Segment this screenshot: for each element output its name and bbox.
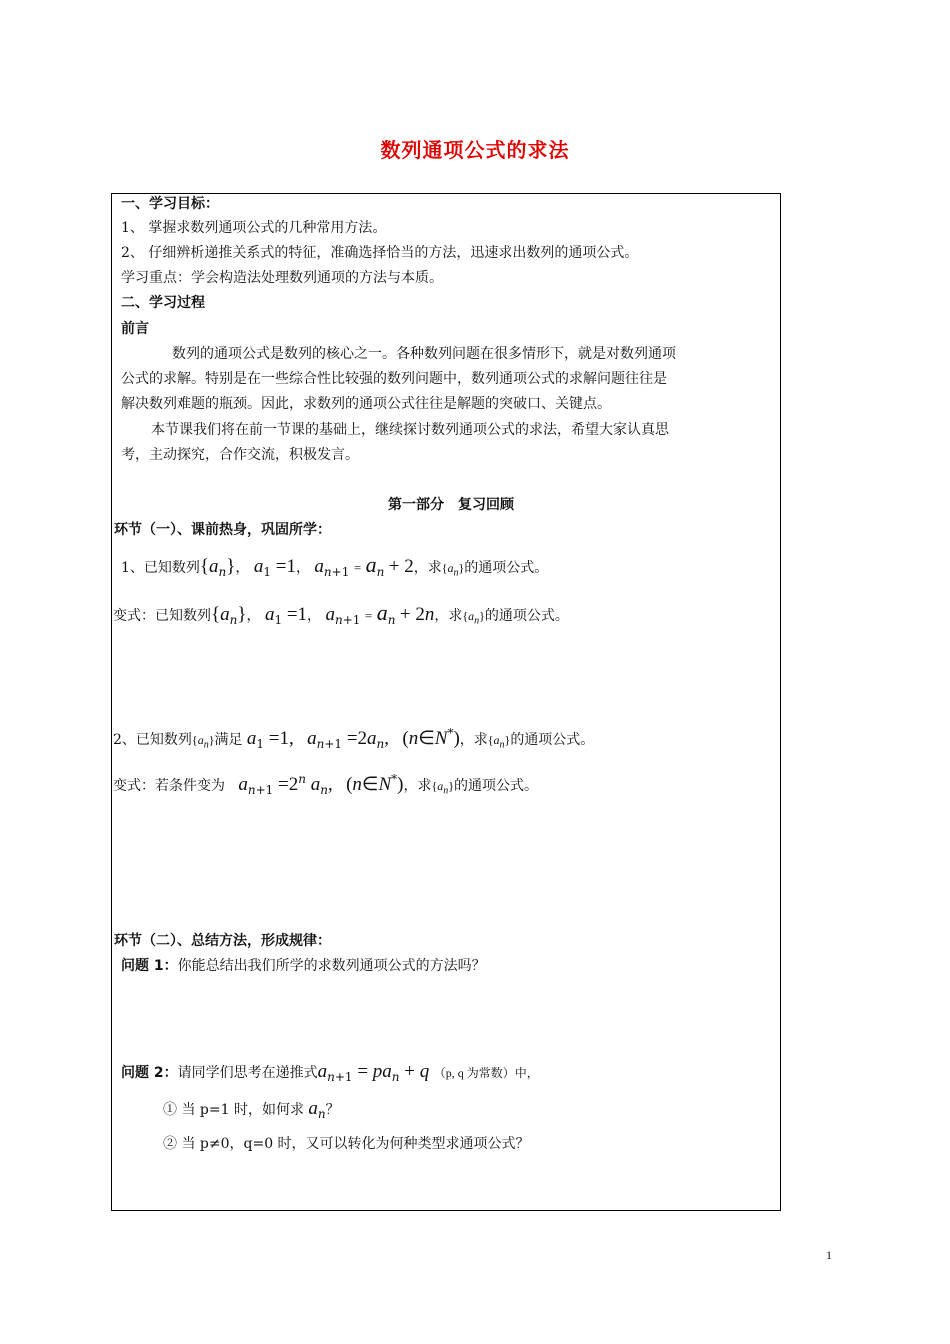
- problem-2: 问题 2：请同学们思考在递推式an+1 = pan + q （p, q 为常数）中，: [121, 1061, 539, 1084]
- question-1: 1、已知数列{an}， a1 =1， an+1 = an + 2，求$\{a_n\}$的通项公式。: [121, 552, 549, 579]
- problem-1: 问题 1：你能总结出我们所学的求数列通项公式的方法吗？: [121, 958, 486, 974]
- link2-heading: 环节（二）、总结方法，形成规律：: [114, 933, 331, 949]
- link1-heading: 环节（一）、课前热身，巩固所学：: [114, 522, 331, 538]
- case-2: ② 当 p≠0，q=0 时，又可以转化为何种类型求通项公式？: [163, 1136, 530, 1152]
- section-heading-goals: 一、学习目标：: [121, 196, 219, 212]
- study-focus: 学习重点：学会构造法处理数列通项的方法与本质。: [121, 270, 443, 286]
- preface-line-1: 数列的通项公式是数列的核心之一。各种数列问题在很多情形下，就是对数列通项: [172, 346, 676, 362]
- preface-line-2: 公式的求解。特别是在一些综合性比较强的数列问题中，数列通项公式的求解问题往往是: [121, 371, 667, 387]
- preface-line-3: 解决数列难题的瓶颈。因此，求数列的通项公式往往是解题的突破口、关键点。: [121, 396, 611, 412]
- variant-1: 变式：已知数列{an}， a1 =1， an+1 = an + 2n，求$\{a_n\}$的通项公式。: [113, 600, 569, 627]
- section-heading-process: 二、学习过程: [121, 295, 205, 311]
- page-number: 1: [826, 1248, 832, 1262]
- goal-1: 1、 掌握求数列通项公式的几种常用方法。: [121, 220, 387, 236]
- intro-line-1: 本节课我们将在前一节课的基础上，继续探讨数列通项公式的求法，希望大家认真思: [151, 422, 669, 438]
- case-1: ① 当 p=1 时，如何求 an？: [163, 1098, 340, 1121]
- preface-heading: 前言: [121, 321, 149, 337]
- question-2: 2、已知数列$\{a_n\}$满足 a1 =1, an+1 =2an, (n∈N*)，求$\{a_n\}$的通项公式。: [113, 726, 595, 751]
- document-title: 数列通项公式的求法: [380, 138, 570, 162]
- variant-2: 变式：若条件变为 an+1 =2n an, (n∈N*)，求$\{a_n\}$的通项公式。: [113, 772, 539, 797]
- goal-2: 2、 仔细辨析递推关系式的特征，准确选择恰当的方法，迅速求出数列的通项公式。: [121, 245, 639, 261]
- intro-line-2: 考，主动探究，合作交流，积极发言。: [121, 447, 359, 463]
- part1-heading: 第一部分 复习回顾: [388, 497, 514, 513]
